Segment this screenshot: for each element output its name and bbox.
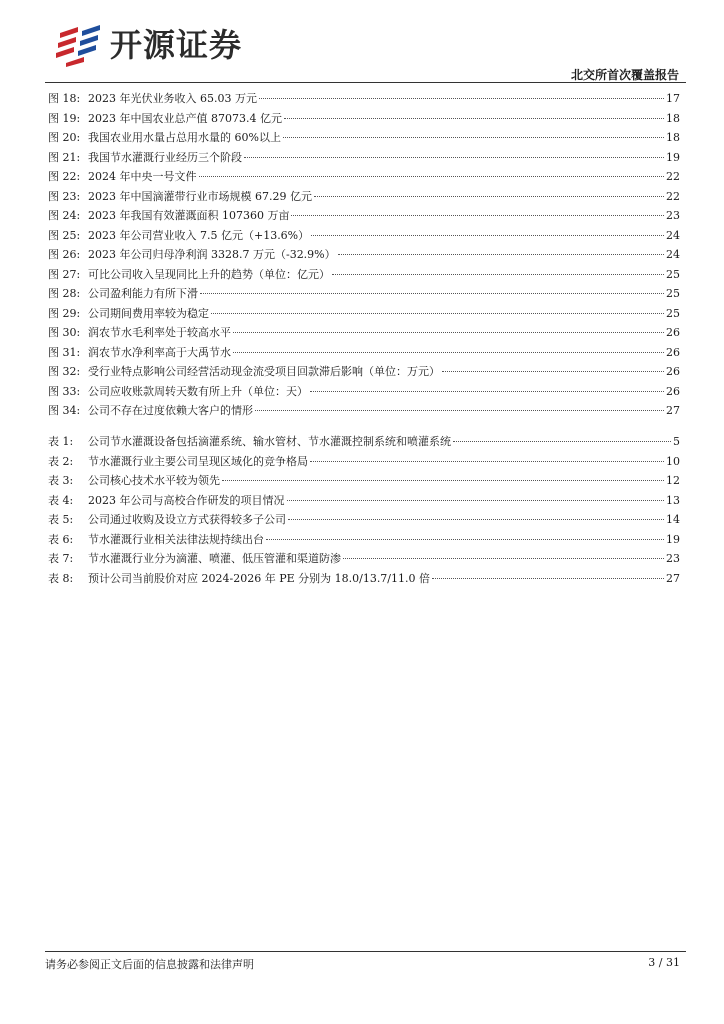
page-number: 3 / 31	[648, 956, 680, 969]
table-label: 表 2:	[48, 454, 74, 468]
figure-page-number: 17	[666, 92, 680, 105]
figure-title: 公司期间费用率较为稳定	[88, 306, 209, 320]
table-label: 表 7:	[48, 552, 74, 565]
figure-label: 图 28:	[48, 287, 81, 300]
table-page-number: 23	[666, 552, 680, 565]
table-entry[interactable]	[48, 432, 680, 452]
figure-page-number: 19	[666, 150, 680, 164]
dot-leader	[199, 175, 665, 177]
table-entry[interactable]	[48, 549, 680, 569]
figure-page-number: 25	[666, 287, 680, 300]
dot-leader	[284, 117, 664, 119]
figure-page-number: 26	[666, 326, 680, 339]
dot-leader	[432, 577, 664, 579]
figure-page-number: 22	[666, 170, 680, 183]
figure-entry[interactable]	[48, 167, 680, 187]
dot-leader	[259, 97, 664, 99]
dot-leader	[255, 409, 664, 411]
table-label: 表 6:	[48, 532, 74, 546]
figure-entry[interactable]	[48, 265, 680, 285]
figure-entry[interactable]	[48, 323, 680, 343]
figure-label: 图 20:	[48, 131, 81, 144]
dot-leader	[314, 195, 664, 197]
figure-page-number: 24	[666, 228, 680, 242]
figure-title: 2023 年中国农业总产值 87073.4 亿元	[88, 111, 282, 125]
figure-title: 我国节水灌溉行业经历三个阶段	[88, 150, 242, 164]
figure-page-number: 23	[666, 209, 680, 222]
figure-entry[interactable]	[48, 245, 680, 265]
table-entry[interactable]	[48, 491, 680, 511]
table-label: 表 5:	[48, 513, 74, 526]
table-page-number: 5	[673, 435, 680, 448]
figure-page-number: 26	[666, 345, 680, 359]
table-label: 表 1:	[48, 435, 74, 448]
figure-entry[interactable]	[48, 362, 680, 382]
figure-page-number: 18	[666, 131, 680, 144]
table-entry[interactable]	[48, 530, 680, 550]
figure-entry[interactable]	[48, 128, 680, 148]
figure-title: 2023 年公司归母净利润 3328.7 万元（-32.9%）	[88, 248, 336, 261]
footer-divider	[45, 951, 686, 952]
dot-leader	[287, 499, 665, 501]
dot-leader	[200, 292, 664, 294]
table-entry[interactable]	[48, 569, 680, 589]
figure-entry[interactable]	[48, 187, 680, 207]
figure-page-number: 26	[666, 384, 680, 398]
figure-page-number: 25	[666, 306, 680, 320]
figure-page-number: 25	[666, 267, 680, 281]
figure-page-number: 27	[666, 404, 680, 417]
dot-leader	[233, 331, 664, 333]
dot-leader	[266, 538, 664, 540]
figure-label: 图 32:	[48, 365, 81, 378]
dot-leader	[288, 518, 664, 520]
table-entry[interactable]	[48, 471, 680, 491]
figure-label: 图 30:	[48, 326, 81, 339]
figure-page-number: 18	[666, 111, 680, 125]
figure-entry[interactable]	[48, 89, 680, 109]
dot-leader	[233, 351, 664, 353]
table-title: 节水灌溉行业分为滴灌、喷灌、低压管灌和渠道防渗	[88, 552, 341, 565]
figure-title: 2023 年公司营业收入 7.5 亿元（+13.6%）	[88, 228, 310, 242]
table-label: 表 4:	[48, 493, 74, 507]
table-title: 公司核心技术水平较为领先	[88, 474, 220, 487]
table-page-number: 13	[666, 493, 680, 507]
figure-title: 受行业特点影响公司经营活动现金流受项目回款滞后影响（单位：万元）	[88, 365, 440, 378]
dot-leader	[311, 234, 664, 236]
table-title: 2023 年公司与高校合作研发的项目情况	[88, 493, 285, 507]
figure-title: 2024 年中央一号文件	[88, 170, 197, 183]
table-title: 公司通过收购及设立方式获得较多子公司	[88, 513, 286, 526]
table-page-number: 27	[666, 571, 680, 585]
figure-label: 图 26:	[48, 248, 81, 261]
figure-label: 图 22:	[48, 170, 81, 183]
figure-label: 图 29:	[48, 306, 81, 320]
dot-leader	[310, 390, 664, 392]
figure-title: 2023 年我国有效灌溉面积 107360 万亩	[88, 209, 290, 222]
report-type: 北交所首次覆盖报告	[570, 68, 679, 82]
figure-entry[interactable]	[48, 226, 680, 246]
figure-page-number: 26	[666, 365, 680, 378]
table-title: 节水灌溉行业主要公司呈现区域化的竞争格局	[88, 454, 308, 468]
table-title: 预计公司当前股价对应 2024-2026 年 PE 分别为 18.0/13.7/11.0 倍	[88, 571, 431, 585]
figure-entry[interactable]	[48, 148, 680, 168]
figure-label: 图 21:	[48, 150, 81, 164]
table-page-number: 10	[666, 454, 680, 468]
table-page-number: 19	[666, 532, 680, 546]
dot-leader	[222, 479, 664, 481]
dot-leader	[244, 156, 664, 158]
table-page-number: 12	[666, 474, 680, 487]
figure-title: 可比公司收入呈现同比上升的趋势（单位：亿元）	[88, 267, 330, 281]
dot-leader	[338, 253, 664, 255]
figure-entry[interactable]	[48, 382, 680, 402]
figure-title: 公司不存在过度依赖大客户的情形	[88, 404, 253, 417]
figure-label: 图 33:	[48, 384, 81, 398]
kaiyuan-logo-icon	[56, 23, 104, 67]
figure-title: 润农节水净利率高于大禹节水	[88, 345, 231, 359]
brand-logo	[56, 22, 242, 68]
figure-label: 图 25:	[48, 228, 81, 242]
footer-disclaimer: 请务必参阅正文后面的信息披露和法律声明	[45, 958, 254, 971]
figure-label: 图 23:	[48, 189, 81, 203]
table-index	[48, 432, 680, 588]
header-divider	[45, 82, 686, 83]
figure-entry[interactable]	[48, 343, 680, 363]
dot-leader	[332, 273, 664, 275]
figure-entry[interactable]	[48, 206, 680, 226]
figure-label: 图 31:	[48, 345, 81, 359]
figure-title: 公司应收账款周转天数有所上升（单位：天）	[88, 384, 308, 398]
table-title: 节水灌溉行业相关法律法规持续出台	[88, 532, 264, 546]
figure-page-number: 24	[666, 248, 680, 261]
figure-title: 润农节水毛利率处于较高水平	[88, 326, 231, 339]
figure-index	[48, 89, 680, 421]
dot-leader	[211, 312, 664, 314]
figure-entry[interactable]	[48, 304, 680, 324]
dot-leader	[453, 440, 671, 442]
brand-name: 开源证券	[110, 26, 243, 64]
table-label: 表 3:	[48, 474, 74, 487]
figure-title: 2023 年中国滴灌带行业市场规模 67.29 亿元	[88, 189, 312, 203]
figure-entry[interactable]	[48, 401, 680, 421]
figure-page-number: 22	[666, 189, 680, 203]
table-label: 表 8:	[48, 571, 74, 585]
figure-label: 图 24:	[48, 209, 81, 222]
table-entry[interactable]	[48, 452, 680, 472]
figure-label: 图 27:	[48, 267, 81, 281]
table-entry[interactable]	[48, 510, 680, 530]
dot-leader	[291, 214, 664, 216]
figure-title: 2023 年光伏业务收入 65.03 万元	[88, 92, 257, 105]
figure-entry[interactable]	[48, 109, 680, 129]
table-page-number: 14	[666, 513, 680, 526]
figure-label: 图 34:	[48, 404, 81, 417]
dot-leader	[283, 136, 664, 138]
figure-entry[interactable]	[48, 284, 680, 304]
dot-leader	[442, 370, 664, 372]
figure-label: 图 19:	[48, 111, 81, 125]
figure-label: 图 18:	[48, 92, 81, 105]
dot-leader	[343, 557, 664, 559]
table-title: 公司节水灌溉设备包括滴灌系统、输水管材、节水灌溉控制系统和喷灌系统	[88, 435, 451, 448]
dot-leader	[310, 460, 664, 462]
figure-title: 我国农业用水量占总用水量的 60%以上	[88, 131, 281, 144]
figure-title: 公司盈利能力有所下滑	[88, 287, 198, 300]
